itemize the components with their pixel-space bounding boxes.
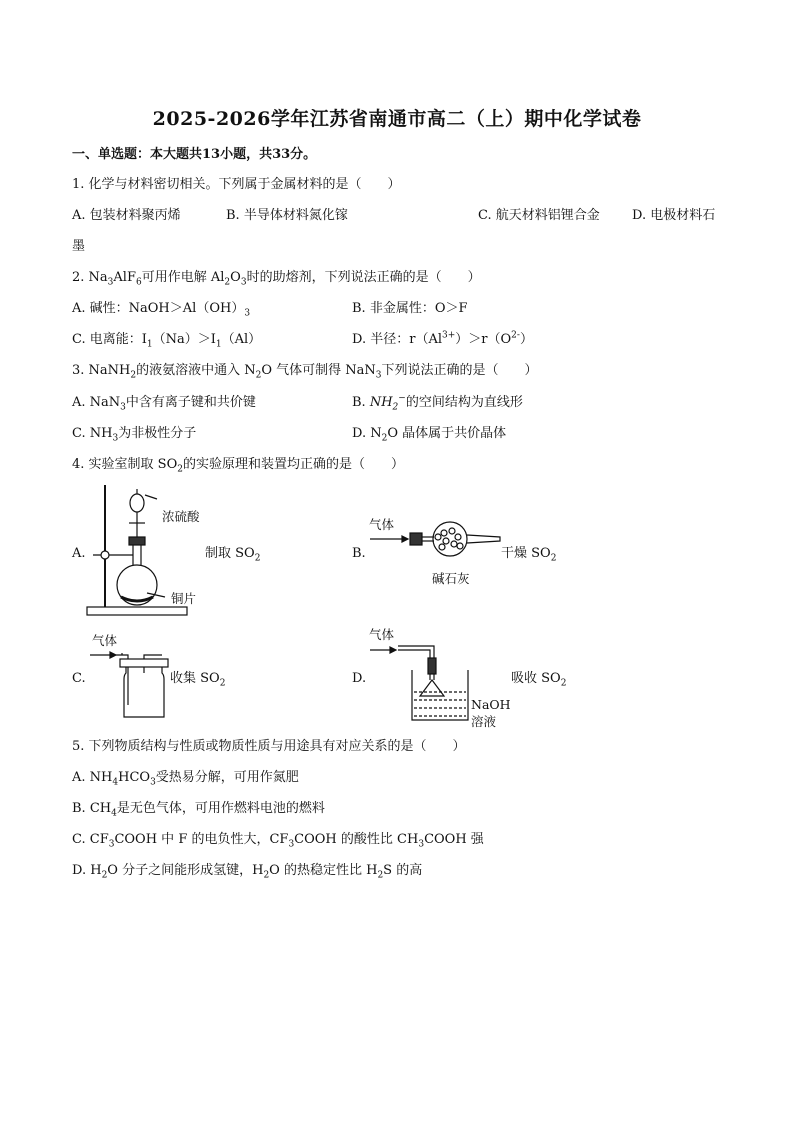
q3-option-c: C. $NH_3$为非极性分子 — [72, 426, 197, 444]
q3-option-d: D. $N_2O$ 晶体属于共价晶体 — [352, 426, 507, 444]
section-header: 一、单选题：本大题共13小题，共33分。 — [72, 147, 317, 162]
q4-d-label-solution: 溶液 — [471, 714, 497, 729]
q4-a-label-copper: 铜片 — [171, 591, 197, 606]
q4-b-gas-label: 气体 — [369, 517, 395, 532]
q5-option-a: A. $NH_4HCO_3$受热易分解，可用作氮肥 — [72, 770, 299, 788]
q5-option-d: D. $H_2O$ 分子之间能形成氢键，$H_2O$ 的热稳定性比 $H_2S$ 的高 — [72, 863, 423, 881]
q4-apparatus-b — [368, 515, 503, 565]
q1-option-b: B. 半导体材料氮化镓 — [226, 208, 348, 223]
q4-d-caption: 吸收 $SO_2$ — [511, 671, 567, 689]
q2-option-d: D. 半径：$r(Al^{3+})>r(O^{2-})$ — [352, 330, 533, 347]
q4-d-label-naoh: NaOH — [471, 697, 511, 712]
q2-stem: 2. $Na_3AlF_6$可用作电解 $Al_2O_3$时的助熔剂，下列说法正确的是（ ） — [72, 270, 481, 288]
q4-c-gas-label: 气体 — [92, 633, 118, 648]
q5-stem: 5. 下列物质结构与性质或物质性质与用途具有对应关系的是（ ） — [72, 739, 466, 754]
q4-option-a-letter: A. — [72, 546, 86, 561]
q4-stem: 4. 实验室制取 $SO_2$的实验原理和装置均正确的是（ ） — [72, 457, 404, 475]
q2-option-a: A. 碱性：$NaOH>Al(OH)_3$ — [72, 301, 251, 319]
q4-b-label-soda-lime: 碱石灰 — [432, 571, 470, 586]
q2-option-b: B. 非金属性：O＞F — [352, 301, 468, 316]
q3-option-a: A. NaN$_3$中含有离子键和共价键 — [72, 395, 256, 413]
q4-c-caption: 收集 $SO_2$ — [170, 671, 226, 689]
q1-option-d: D. 电极材料石 — [632, 208, 716, 223]
q4-b-caption: 干燥 $SO_2$ — [501, 546, 557, 564]
q4-a-label-acid: 浓硫酸 — [162, 509, 200, 524]
q2-option-c: C. 电离能：$I_1(Na)>I_1(Al)$ — [72, 332, 262, 350]
q1-option-a: A. 包装材料聚丙烯 — [72, 208, 181, 223]
q4-option-c-letter: C. — [72, 671, 86, 686]
q4-a-caption: 制取 $SO_2$ — [205, 546, 261, 564]
q1-option-c: C. 航天材料铝锂合金 — [478, 208, 600, 223]
q5-option-c: C. $CF_3COOH$ 中 F 的电负性大，$CF_3COOH$ 的酸性比 $CH_3COOH$ 强 — [72, 832, 484, 850]
q3-option-b: B. $NH_2^-$的空间结构为直线形 — [352, 393, 523, 413]
q4-option-d-letter: D. — [352, 671, 367, 686]
q4-apparatus-d — [368, 640, 478, 725]
q3-stem: 3. NaNH$_2$的液氨溶液中通入 $N_2O$ 气体可制得 NaN$_3$下列说法正确的是（ ） — [72, 363, 538, 381]
q1-option-d-cont: 墨 — [72, 239, 86, 254]
q4-d-gas-label: 气体 — [369, 627, 395, 642]
q4-option-b-letter: B. — [352, 546, 366, 561]
page-title: 2025-2026学年江苏省南通市高二（上）期中化学试卷 — [152, 108, 642, 130]
q1-stem: 1. 化学与材料密切相关。下列属于金属材料的是（ ） — [72, 177, 401, 192]
q5-option-b: B. $CH_4$是无色气体，可用作燃料电池的燃料 — [72, 801, 325, 819]
q4-apparatus-c — [88, 645, 168, 720]
